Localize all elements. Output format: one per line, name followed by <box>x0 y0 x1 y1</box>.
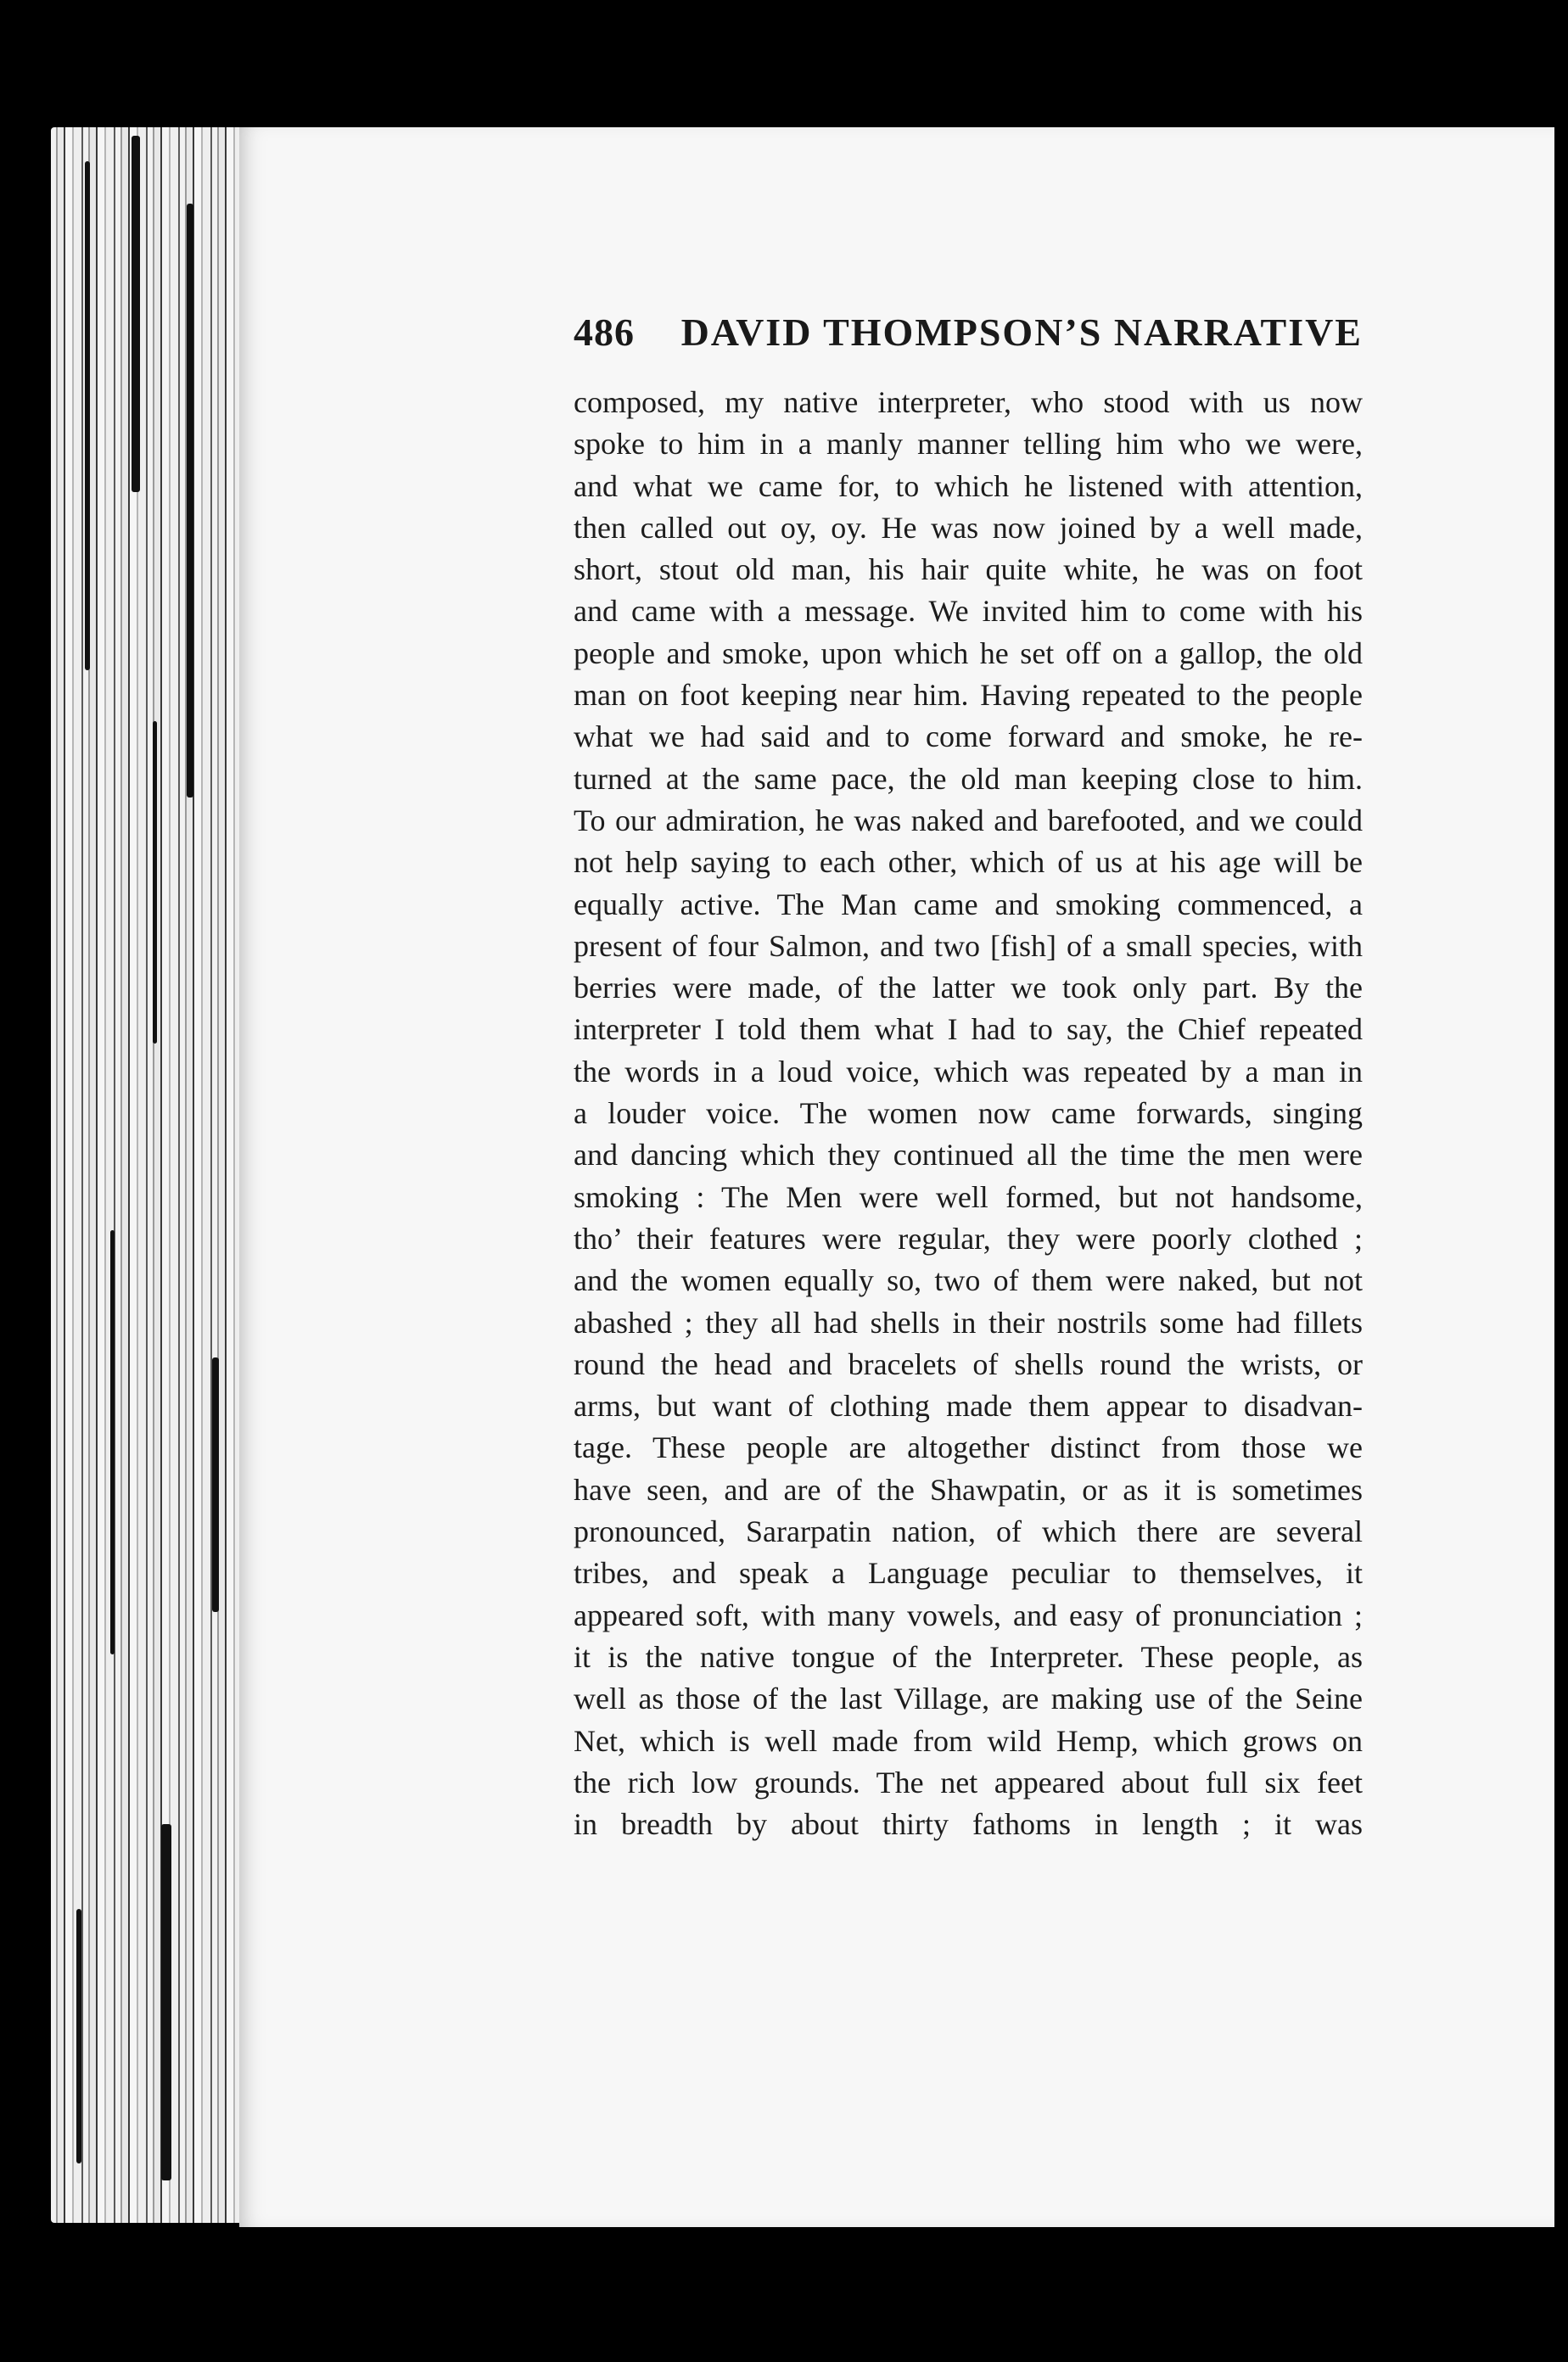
text-line: a louder voice. The women now came forwards, singing <box>574 1096 1363 1131</box>
text-line: have seen, and are of the Shawpatin, or as it is sometimes <box>574 1472 1363 1507</box>
edge-shadow-streak <box>161 1824 171 2180</box>
text-line: tribes, and speak a Language peculiar to themselves, it <box>574 1556 1363 1591</box>
text-line: tho’ their features were regular, they were poorly clothed ; <box>574 1221 1363 1256</box>
text-line: composed, my native interpreter, who stood with us now <box>574 385 1363 419</box>
edge-shadow-streak <box>85 161 90 670</box>
book-title-header: DAVID THOMPSON’S NARRATIVE <box>680 311 1363 354</box>
running-head <box>574 310 1363 355</box>
text-line: and dancing which they continued all the time the men were <box>574 1138 1363 1173</box>
text-line: round the head and bracelets of shells round the wrists, or <box>574 1346 1363 1381</box>
text-line: the words in a loud voice, which was repeated by a man in <box>574 1054 1363 1089</box>
text-line: tage. These people are altogether distinct from those we <box>574 1430 1363 1465</box>
text-line: interpreter I told them what I had to say, the Chief repeated <box>574 1012 1363 1047</box>
text-line: abashed ; they all had shells in their nostrils some had fillets <box>574 1305 1363 1340</box>
text-line: what we had said and to come forward and smoke, he re- <box>574 719 1363 754</box>
edge-shadow-streak <box>187 204 193 798</box>
text-line: equally active. The Man came and smoking commenced, a <box>574 887 1363 921</box>
text-line: present of four Salmon, and two [fish] of a small species, with <box>574 928 1363 963</box>
page-number: 486 <box>574 311 635 354</box>
edge-shadow-streak <box>132 136 140 492</box>
text-line: berries were made, of the latter we took only part. By the <box>574 971 1363 1005</box>
text-line: and what we came for, to which he listened with attention, <box>574 468 1363 503</box>
text-line: and the women equally so, two of them were naked, but not <box>574 1263 1363 1298</box>
edge-shadow-streak <box>153 721 157 1044</box>
text-line: pronounced, Sararpatin nation, of which there are several <box>574 1514 1363 1549</box>
text-line: short, stout old man, his hair quite white, he was on foot <box>574 552 1363 587</box>
text-line: the rich low grounds. The net appeared about full six feet <box>574 1765 1363 1799</box>
text-line: arms, but want of clothing made them appear to disadvan- <box>574 1389 1363 1424</box>
text-line: not help saying to each other, which of us at his age will be <box>574 845 1363 880</box>
text-line: appeared soft, with many vowels, and easy of pronunciation ; <box>574 1598 1363 1632</box>
text-line: in breadth by about thirty fathoms in length ; it was <box>574 1807 1363 1842</box>
text-line: people and smoke, upon which he set off on a gallop, the old <box>574 635 1363 670</box>
text-line: To our admiration, he was naked and barefooted, and we could <box>574 803 1363 837</box>
edge-shadow-streak <box>110 1230 115 1654</box>
body-text <box>574 382 1363 1845</box>
text-line: man on foot keeping near him. Having repeated to the people <box>574 678 1363 713</box>
text-line: and came with a message. We invited him to come with his <box>574 594 1363 629</box>
edge-shadow-streak <box>212 1357 219 1612</box>
text-line: spoke to him in a manly manner telling him who we were, <box>574 427 1363 462</box>
page-block-edge <box>51 127 246 2223</box>
edge-shadow-streak <box>76 1909 81 2163</box>
text-line: then called out oy, oy. He was now joined by a well made, <box>574 510 1363 545</box>
text-line: well as those of the last Village, are making use of the Seine <box>574 1682 1363 1716</box>
text-line: it is the native tongue of the Interpreter. These people, as <box>574 1639 1363 1674</box>
text-line: smoking : The Men were well formed, but not handsome, <box>574 1179 1363 1214</box>
text-line: turned at the same pace, the old man keeping close to him. <box>574 761 1363 796</box>
text-line: Net, which is well made from wild Hemp, which grows on <box>574 1723 1363 1758</box>
